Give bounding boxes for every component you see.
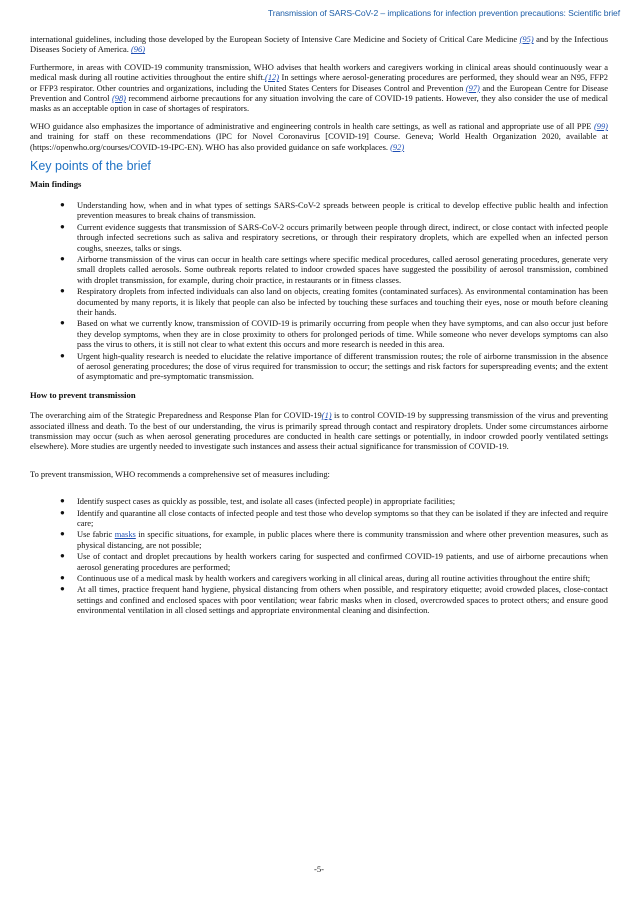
list-item: ● Understanding how, when and in what types of settings SARS-CoV-2 spreads between people is critical to develop effective public health and infection prevention measures to break chains of transmission. [60, 199, 608, 221]
bullet-icon: ● [60, 221, 65, 231]
reference-link-99[interactable]: (99) [593, 120, 608, 131]
spacer [30, 459, 608, 469]
reference-link-96[interactable]: (96) [131, 44, 146, 55]
list-item: ● Based on what we currently know, transmission of COVID-19 is primarily occurring from people when they have symptoms, and can also occur just before they develop symptoms, when they are in close proximity to others for prolonged periods of time. While someone who never develops symptoms can also pass the virus to others, it is still not clear to what extent this occurs and more research is needed in this area. [60, 318, 608, 350]
bullet-icon: ● [60, 507, 65, 517]
list-item: ● Use fabric masks in specific situations, for example, in public places where there is community transmission and where other prevention measures, such as physical distancing, are not possible; [60, 529, 609, 550]
list-item: ● Current evidence suggests that transmission of SARS-CoV-2 occurs primarily between people through direct, indirect, or close contact with infected people through infected secretions such as saliva and respiratory secretions, or through their respiratory droplets, which are expelled when an infected person coughs, sneezes, talks or sings. [60, 221, 608, 253]
list-item: ● Use of contact and droplet precautions by health workers caring for suspected and confirmed COVID-19 patients, and use of airborne precautions when aerosol generating procedures are performed; [60, 551, 608, 572]
subheading-main-findings: Main findings [30, 179, 82, 190]
intro-paragraph-2: Furthermore, in areas with COVID-19 community transmission, WHO advises that health workers and caregivers working in clinical areas should continuously wear a medical mask during all routine activities throughout the entire shift.(12) In settings where aerosol-generating procedures are performed, they should wear an N95, FFP2 or FFP3 respirator. Other countries and organizations, including the United States Centers for Diseases Control and Prevention (97) and the European Centre for Disease Prevention and Control (98) recommend airborne precautions for any situation involving the care of COVID-19 patients. However, they also consider the use of medical masks as an acceptable option in case of shortages of respirators. [30, 61, 609, 114]
reference-link-1[interactable]: (1) [321, 410, 332, 421]
running-header: Transmission of SARS-CoV-2 – implications for infection prevention precautions: Scientific brief [267, 8, 620, 18]
page-content [30, 34, 608, 624]
bullet-icon: ● [60, 529, 65, 539]
list-item: ● Identify and quarantine all close contacts of infected people and test those who develop symptoms so that they can be isolated if they are infected and require care; [60, 507, 608, 529]
bullet-icon: ● [60, 350, 65, 360]
page-number: -5- [313, 864, 325, 874]
list-item: ● Respiratory droplets from infected individuals can also land on objects, creating fomites (contaminated surfaces). As environmental contamination has been documented by many reports, it is likely that people can also be infected by touching these surfaces and touching their eyes, nose or mouth before cleaning their hands. [60, 286, 608, 317]
spacer [30, 486, 608, 496]
section-heading-key-points: Key points of the brief [30, 159, 151, 174]
list-item: ● Identify suspect cases as quickly as possible, test, and isolate all cases (infected people) in appropriate facilities; [60, 496, 456, 507]
prevent-paragraph-2: To prevent transmission, WHO recommends a comprehensive set of measures including: [30, 468, 330, 479]
bullet-icon: ● [60, 199, 65, 209]
bullet-icon: ● [60, 496, 65, 506]
bullet-icon: ● [60, 584, 65, 594]
reference-link-92[interactable]: (92) [390, 141, 405, 152]
list-item: ● Airborne transmission of the virus can occur in health care settings where specific medical procedures, called aerosol generating procedures, generate very small droplets called aerosols. Some outbreak reports related to indoor crowded spaces have suggested the possibility of aerosol transmission, combined with droplet transmission, for example, during choir practice, in restaurants or in fitness classes. [60, 253, 608, 285]
reference-link-12[interactable]: (12) [265, 72, 280, 83]
subheading-how-to-prevent: How to prevent transmission [30, 389, 136, 400]
intro-paragraph-3: WHO guidance also emphasizes the importance of administrative and engineering controls in health care settings, as well as rational and appropriate use of all PPE (99) and training for staff on these recommendations (IPC for Novel Coronavirus [COVID-19] Course. Geneva; World Health Organization 2020, available at (https://openwho.org/courses/COVID-19-IPC-EN). WHO has also provided guidance on safe workplaces. (92) [30, 120, 608, 152]
list-item: ● At all times, practice frequent hand hygiene, physical distancing from others when possible, and respiratory etiquette; avoid crowded places, close-contact settings and confined and enclosed spaces with poor ventilation; wear fabric masks when in closed, overcrowded spaces to protect others; and ensure good environmental ventilation in all closed settings and appropriate environmental cleaning and disinfection. [60, 584, 608, 616]
reference-link-95[interactable]: (95) [519, 34, 534, 44]
prevention-measures-list [30, 496, 608, 615]
bullet-icon: ● [60, 286, 65, 296]
bullet-icon: ● [60, 318, 65, 328]
reference-link-98[interactable]: (98) [111, 93, 126, 104]
reference-link-97[interactable]: (97) [465, 82, 480, 93]
masks-link[interactable]: masks [114, 529, 136, 540]
list-item: ● Continuous use of a medical mask by health workers and caregivers working in all clinical areas, during all routine activities throughout the entire shift; [60, 573, 591, 584]
prevent-paragraph-1: The overarching aim of the Strategic Preparedness and Response Plan for COVID-19(1) is to control COVID-19 by suppressing transmission of the virus and preventing associated illness and death. To the best of our understanding, the virus is primarily spread through contact and respiratory droplets. Under some circumstances airborne transmission may occur (such as when aerosol generating procedures are conducted in health care settings or potentially, in indoor crowded poorly ventilated settings elsewhere). More studies are urgently needed to investigate such instances and assess their actual significance for transmission of COVID-19. [30, 410, 609, 452]
list-item: ● Urgent high-quality research is needed to elucidate the relative importance of different transmission routes; the role of airborne transmission in the absence of aerosol generating procedures; the dose of virus required for transmission to occur; the settings and risk factors for superspreading events; and the extent of asymptomatic and pre-symptomatic transmission. [60, 350, 608, 382]
bullet-icon: ● [60, 551, 65, 561]
intro-paragraph-1: international guidelines, including those developed by the European Society of Intensive Care Medicine and Society of Critical Care Medicine (95) and by the Infectious Diseases Society of America. (96) [30, 34, 608, 55]
bullet-icon: ● [60, 253, 65, 263]
main-findings-list [30, 200, 608, 382]
bullet-icon: ● [60, 573, 65, 583]
